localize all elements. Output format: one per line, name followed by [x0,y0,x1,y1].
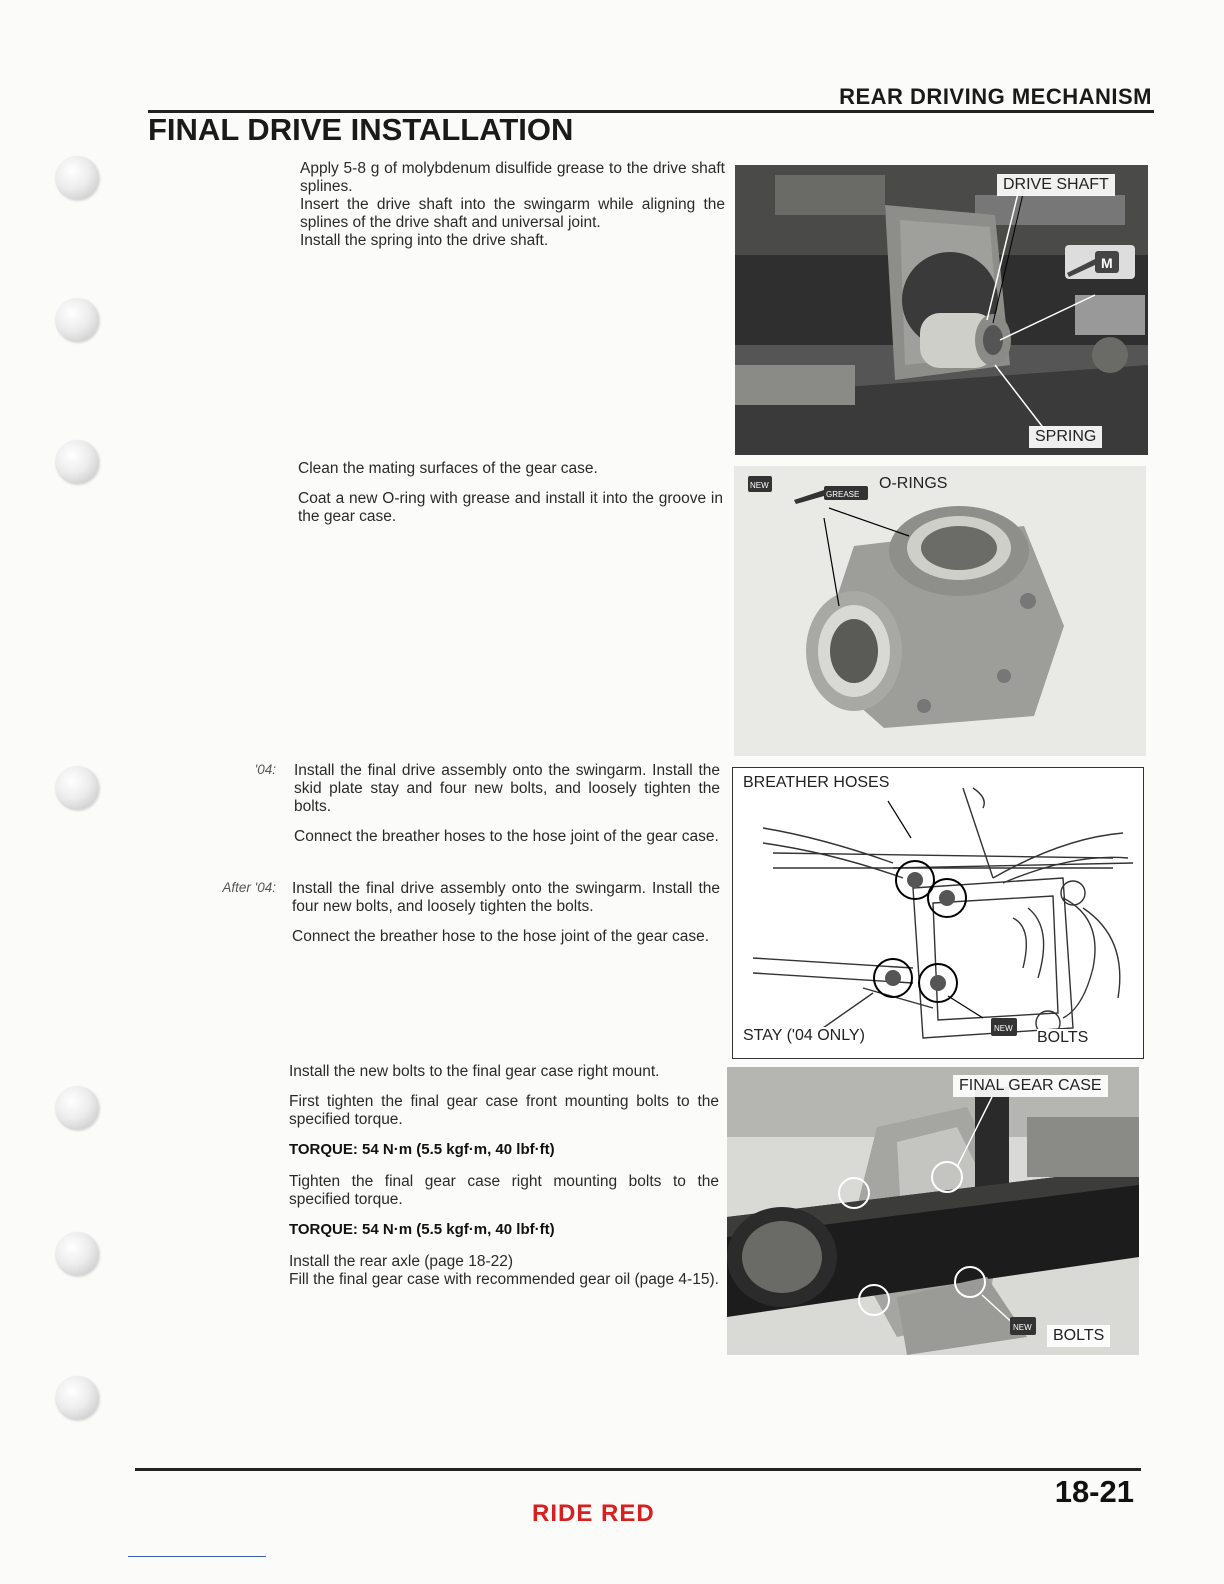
final-gear-case-photo [727,1067,1139,1355]
step3-text-04 [294,762,720,846]
breather-hoses-drawing [732,767,1144,1059]
binder-hole [55,440,99,484]
step1-paragraph: Install the spring into the drive shaft. [300,232,549,249]
step2-paragraph: Clean the mating surfaces of the gear case. [298,460,598,477]
torque-spec: TORQUE: 54 N·m (5.5 kgf·m, 40 lbf·ft) [289,1221,555,1238]
breather-hoses-label: BREATHER HOSES [743,774,890,791]
drive-shaft-label: DRIVE SHAFT [997,174,1115,196]
new-icon-text: NEW [750,481,769,490]
step3-paragraph: Install the final drive assembly onto the swingarm. Install the skid plate stay and four new bolts, and loosely tighten the bolts. [294,762,720,815]
drive-shaft-photo [735,165,1148,455]
gear-case-orings-photo [734,466,1146,756]
torque-spec: TORQUE: 54 N·m (5.5 kgf·m, 40 lbf·ft) [289,1141,555,1158]
stay-label: STAY ('04 ONLY) [743,1027,865,1044]
binder-hole [55,1232,99,1276]
step2-text [298,460,723,526]
step3-paragraph: Install the final drive assembly onto the swingarm. Install the four new bolts, and loosely tighten the bolts. [292,880,720,915]
step4-paragraph: Install the new bolts to the final gear case right mount. [289,1063,660,1080]
final-gear-case-label: FINAL GEAR CASE [953,1075,1108,1097]
new-icon-text: NEW [994,1024,1013,1033]
step3-paragraph: Connect the breather hoses to the hose joint of the gear case. [294,828,719,845]
bolts-label: BOLTS [1047,1325,1110,1347]
grease-icon-text: GREASE [826,490,860,499]
step4-paragraph: Install the rear axle (page 18-22) [289,1253,514,1270]
step3-text-after04 [292,880,720,946]
step4-text [289,1063,719,1289]
orings-label: O-RINGS [879,475,948,492]
step4-paragraph: Tighten the final gear case right mounting bolts to the specified torque. [289,1173,719,1208]
binder-hole [55,156,99,200]
step1-paragraph: Apply 5-8 g of molybdenum disulfide grease to the drive shaft splines. [300,160,725,195]
page-number: 18-21 [1054,1474,1134,1509]
new-icon-text: NEW [1013,1323,1032,1332]
step2-paragraph: Coat a new O-ring with grease and install it into the groove in the gear case. [298,490,723,525]
section-title: FINAL DRIVE INSTALLATION [148,112,574,147]
step1-paragraph: Insert the drive shaft into the swingarm while aligning the splines of the drive shaft and universal joint. [300,196,725,231]
binder-hole [55,298,99,342]
footer-link-underline [128,1556,266,1557]
step3-paragraph: Connect the breather hose to the hose joint of the gear case. [292,928,710,945]
step1-text [300,160,725,250]
spring-label: SPRING [1029,426,1102,448]
binder-hole [55,1086,99,1130]
step4-paragraph: Fill the final gear case with recommended gear oil (page 4-15). [289,1271,719,1288]
note-04: '04: [254,762,276,777]
binder-hole [55,1376,99,1420]
note-after-04: After '04: [222,880,276,895]
binder-hole [55,766,99,810]
chapter-title: REAR DRIVING MECHANISM [839,84,1152,109]
moly-grease-icon-text: M [1101,255,1113,271]
footer-rule [135,1468,1141,1471]
step4-paragraph: First tighten the final gear case front mounting bolts to the specified torque. [289,1093,719,1128]
footer-brand: RIDE RED [532,1500,655,1527]
bolts-label: BOLTS [1037,1029,1089,1046]
